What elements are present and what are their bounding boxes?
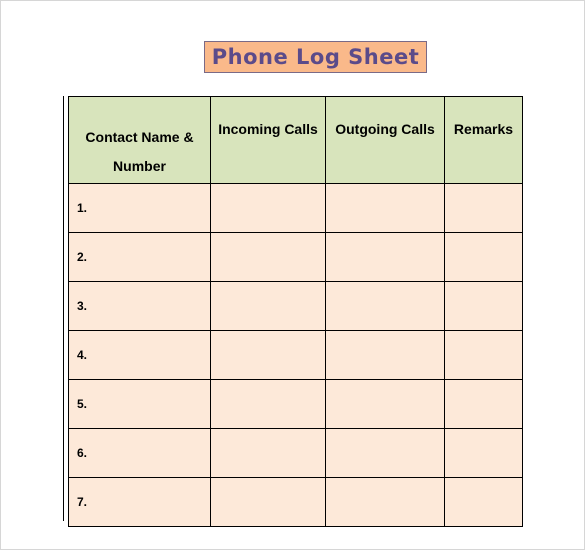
- table-row: [69, 184, 523, 233]
- page-title: Phone Log Sheet: [204, 41, 427, 73]
- row-number-cell: 7.: [69, 478, 211, 527]
- row-number-cell: 4.: [69, 331, 211, 380]
- outgoing-calls-cell[interactable]: [326, 331, 445, 380]
- row-number-cell: 3.: [69, 282, 211, 331]
- column-header-outgoing: [326, 97, 445, 184]
- outgoing-calls-cell[interactable]: [326, 184, 445, 233]
- incoming-calls-cell[interactable]: [211, 282, 326, 331]
- outgoing-calls-cell[interactable]: [326, 429, 445, 478]
- table-row: [69, 282, 523, 331]
- outgoing-calls-cell[interactable]: [326, 233, 445, 282]
- incoming-calls-cell[interactable]: [211, 331, 326, 380]
- remarks-cell[interactable]: [445, 380, 523, 429]
- column-header-outgoing-label: Outgoing Calls: [335, 121, 435, 137]
- row-number-cell: 6.: [69, 429, 211, 478]
- table-header-row: [69, 97, 523, 184]
- phone-log-table: [68, 96, 523, 527]
- row-number-cell: 5.: [69, 380, 211, 429]
- column-header-incoming-label: Incoming Calls: [218, 121, 318, 137]
- incoming-calls-cell[interactable]: [211, 184, 326, 233]
- remarks-cell[interactable]: [445, 282, 523, 331]
- table-row: [69, 233, 523, 282]
- row-number-cell: 1.: [69, 184, 211, 233]
- row-number-cell: 2.: [69, 233, 211, 282]
- incoming-calls-cell[interactable]: [211, 233, 326, 282]
- remarks-cell[interactable]: [445, 429, 523, 478]
- outgoing-calls-cell[interactable]: [326, 380, 445, 429]
- remarks-cell[interactable]: [445, 184, 523, 233]
- outgoing-calls-cell[interactable]: [326, 478, 445, 527]
- table-left-border: [63, 96, 64, 521]
- outgoing-calls-cell[interactable]: [326, 282, 445, 331]
- column-header-remarks: [445, 97, 523, 184]
- remarks-cell[interactable]: [445, 233, 523, 282]
- column-header-contact-line1: Contact Name &: [85, 129, 194, 145]
- column-header-incoming: [211, 97, 326, 184]
- table-row: [69, 478, 523, 527]
- remarks-cell[interactable]: [445, 478, 523, 527]
- column-header-contact: [69, 97, 211, 184]
- table-row: [69, 331, 523, 380]
- column-header-remarks-label: Remarks: [453, 121, 514, 137]
- table-row: [69, 429, 523, 478]
- incoming-calls-cell[interactable]: [211, 429, 326, 478]
- remarks-cell[interactable]: [445, 331, 523, 380]
- incoming-calls-cell[interactable]: [211, 478, 326, 527]
- table-row: [69, 380, 523, 429]
- incoming-calls-cell[interactable]: [211, 380, 326, 429]
- column-header-contact-line2: Number: [113, 158, 166, 174]
